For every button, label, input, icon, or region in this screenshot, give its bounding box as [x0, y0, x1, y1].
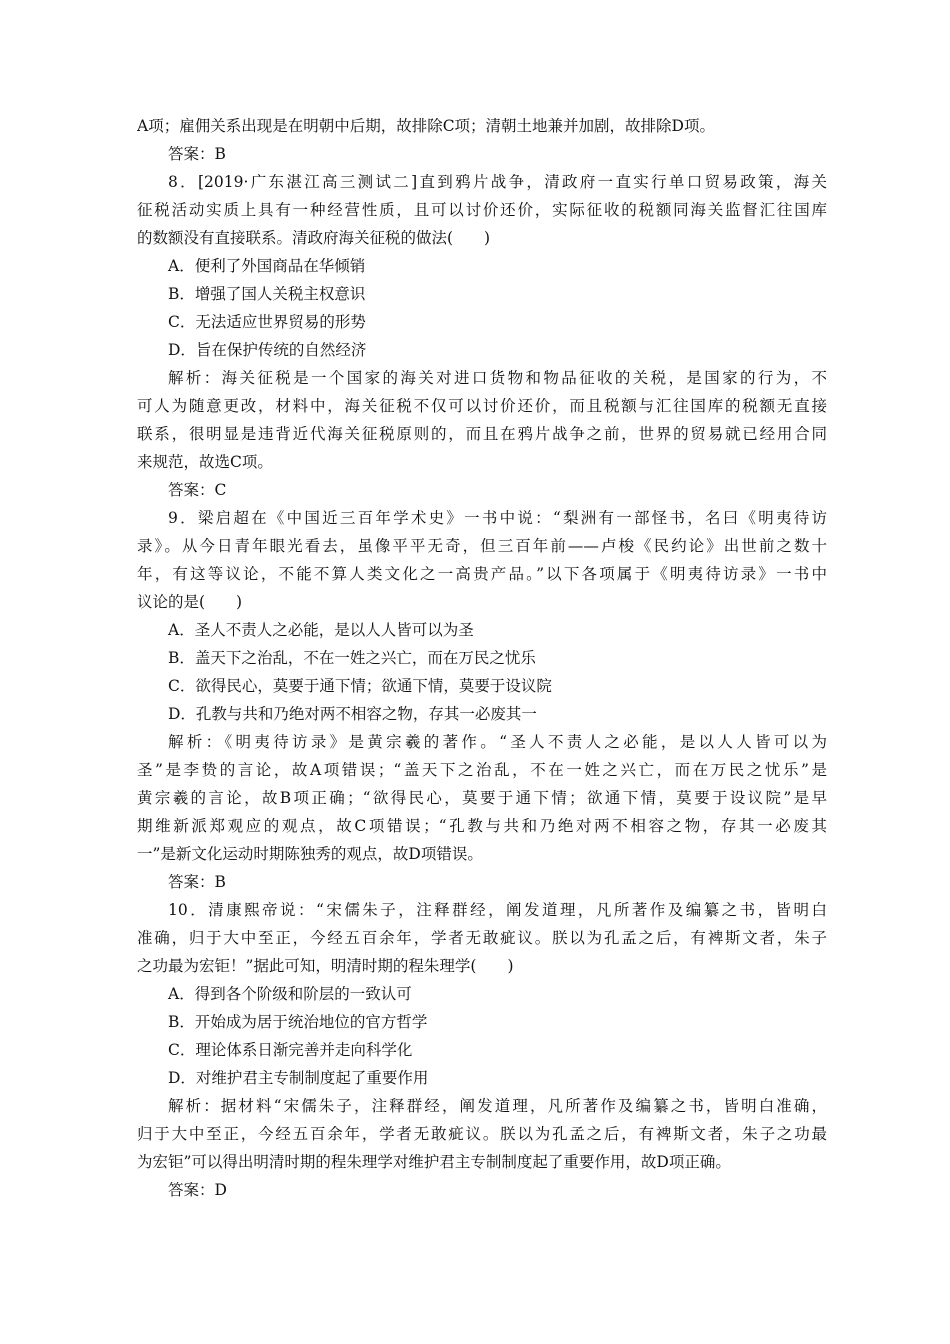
explanation-text-line: 一”是新文化运动时期陈独秀的观点，故D项错误。	[137, 845, 483, 863]
option-a: A．圣人不责人之必能，是以人人皆可以为圣	[168, 621, 474, 639]
explanation-text-line: 为宏钜”可以得出明清时期的程朱理学对维护君主专制制度起了重要作用，故D项正确。	[137, 1153, 731, 1171]
explanation-text-line: 联系，很明显是违背近代海关征税原则的，而且在鸦片战争之前，世界的贸易就已经用合同	[137, 425, 827, 443]
question-10	[137, 896, 827, 980]
option-b: B．开始成为居于统治地位的官方哲学	[168, 1013, 428, 1031]
explanation-text-line: 圣”是李贽的言论，故A项错误；“盖天下之治乱，不在一姓之兴亡，而在万民之忧乐”是	[137, 761, 827, 779]
explanation-8	[137, 364, 827, 476]
option-d: D．对维护君主专制制度起了重要作用	[168, 1069, 429, 1087]
explanation-text-line: 归于大中至正，今经五百余年，学者无敢疵议。朕以为孔孟之后，有裨斯文者，朱子之功最	[137, 1125, 827, 1143]
explanation-text-line: 可人为随意更改，材料中，海关征税不仅可以讨价还价，而且税额与汇往国库的税额无直接	[137, 397, 827, 415]
question-text-line: 之功最为宏钜！”据此可知，明清时期的程朱理学( )	[137, 957, 514, 975]
answer-text: 答案：B	[168, 873, 226, 891]
text-line: A项；雇佣关系出现是在明朝中后期，故排除C项；清朝土地兼并加剧，故排除D项。	[137, 117, 715, 135]
option-b: B．盖天下之治乱，不在一姓之兴亡，而在万民之忧乐	[168, 649, 536, 667]
option-b: B．增强了国人关税主权意识	[168, 285, 366, 303]
option-c: C．无法适应世界贸易的形势	[168, 313, 366, 331]
question-text-line: 10．清康熙帝说：“宋儒朱子，注释群经，阐发道理，凡所著作及编纂之书，皆明白	[168, 901, 827, 919]
explanation-text-line: 解析：海关征税是一个国家的海关对进口货物和物品征收的关税，是国家的行为，不	[168, 369, 827, 387]
option-a: A．得到各个阶级和阶层的一致认可	[168, 985, 412, 1003]
option-c: C．理论体系日渐完善并走向科学化	[168, 1041, 413, 1059]
option-d: D．旨在保护传统的自然经济	[168, 341, 367, 359]
answer-text: 答案：C	[168, 481, 227, 499]
answer-line	[137, 140, 827, 168]
option-d: D．孔教与共和乃绝对两不相容之物，存其一必废其一	[168, 705, 537, 723]
explanation-10	[137, 1092, 827, 1176]
answer-text: 答案：D	[168, 1181, 227, 1199]
explanation-tail	[137, 112, 827, 140]
explanation-9	[137, 728, 827, 868]
question-text-line: 议论的是( )	[137, 593, 243, 611]
question-text-line: 征税活动实质上具有一种经营性质，且可以讨价还价，实际征收的税额同海关监督汇往国库	[137, 201, 827, 219]
question-8	[137, 168, 827, 252]
option-a: A．便利了外国商品在华倾销	[168, 257, 366, 275]
explanation-text-line: 期维新派郑观应的观点，故C项错误；“孔教与共和乃绝对两不相容之物，存其一必废其	[137, 817, 827, 835]
explanation-text-line: 解析：《明夷待访录》是黄宗羲的著作。“圣人不责人之必能，是以人人皆可以为	[168, 733, 827, 751]
option-c: C．欲得民心，莫要于通下情；欲通下情，莫要于设议院	[168, 677, 552, 695]
question-text-line: 8．[2019·广东湛江高三测试二]直到鸦片战争，清政府一直实行单口贸易政策，海关	[168, 173, 827, 191]
explanation-text-line: 解析：据材料“宋儒朱子，注释群经，阐发道理，凡所著作及编纂之书，皆明白准确，	[168, 1097, 827, 1115]
explanation-text-line: 来规范，故选C项。	[137, 453, 273, 471]
question-9	[137, 504, 827, 616]
question-text-line: 的数额没有直接联系。清政府海关征税的做法( )	[137, 229, 491, 247]
question-text-line: 年，有这等议论，不能不算人类文化之一高贵产品。”以下各项属于《明夷待访录》一书中	[137, 565, 827, 583]
question-text-line: 准确，归于大中至正，今经五百余年，学者无敢疵议。朕以为孔孟之后，有裨斯文者，朱子	[137, 929, 827, 947]
question-text-line: 9．梁启超在《中国近三百年学术史》一书中说：“梨洲有一部怪书，名曰《明夷待访	[168, 509, 827, 527]
document-page	[137, 112, 827, 1204]
question-text-line: 录》。从今日青年眼光看去，虽像平平无奇，但三百年前——卢梭《民约论》出世前之数十	[137, 537, 827, 555]
answer-text: 答案：B	[168, 145, 226, 163]
explanation-text-line: 黄宗羲的言论，故B项正确；“欲得民心，莫要于通下情；欲通下情，莫要于设议院”是早	[137, 789, 827, 807]
